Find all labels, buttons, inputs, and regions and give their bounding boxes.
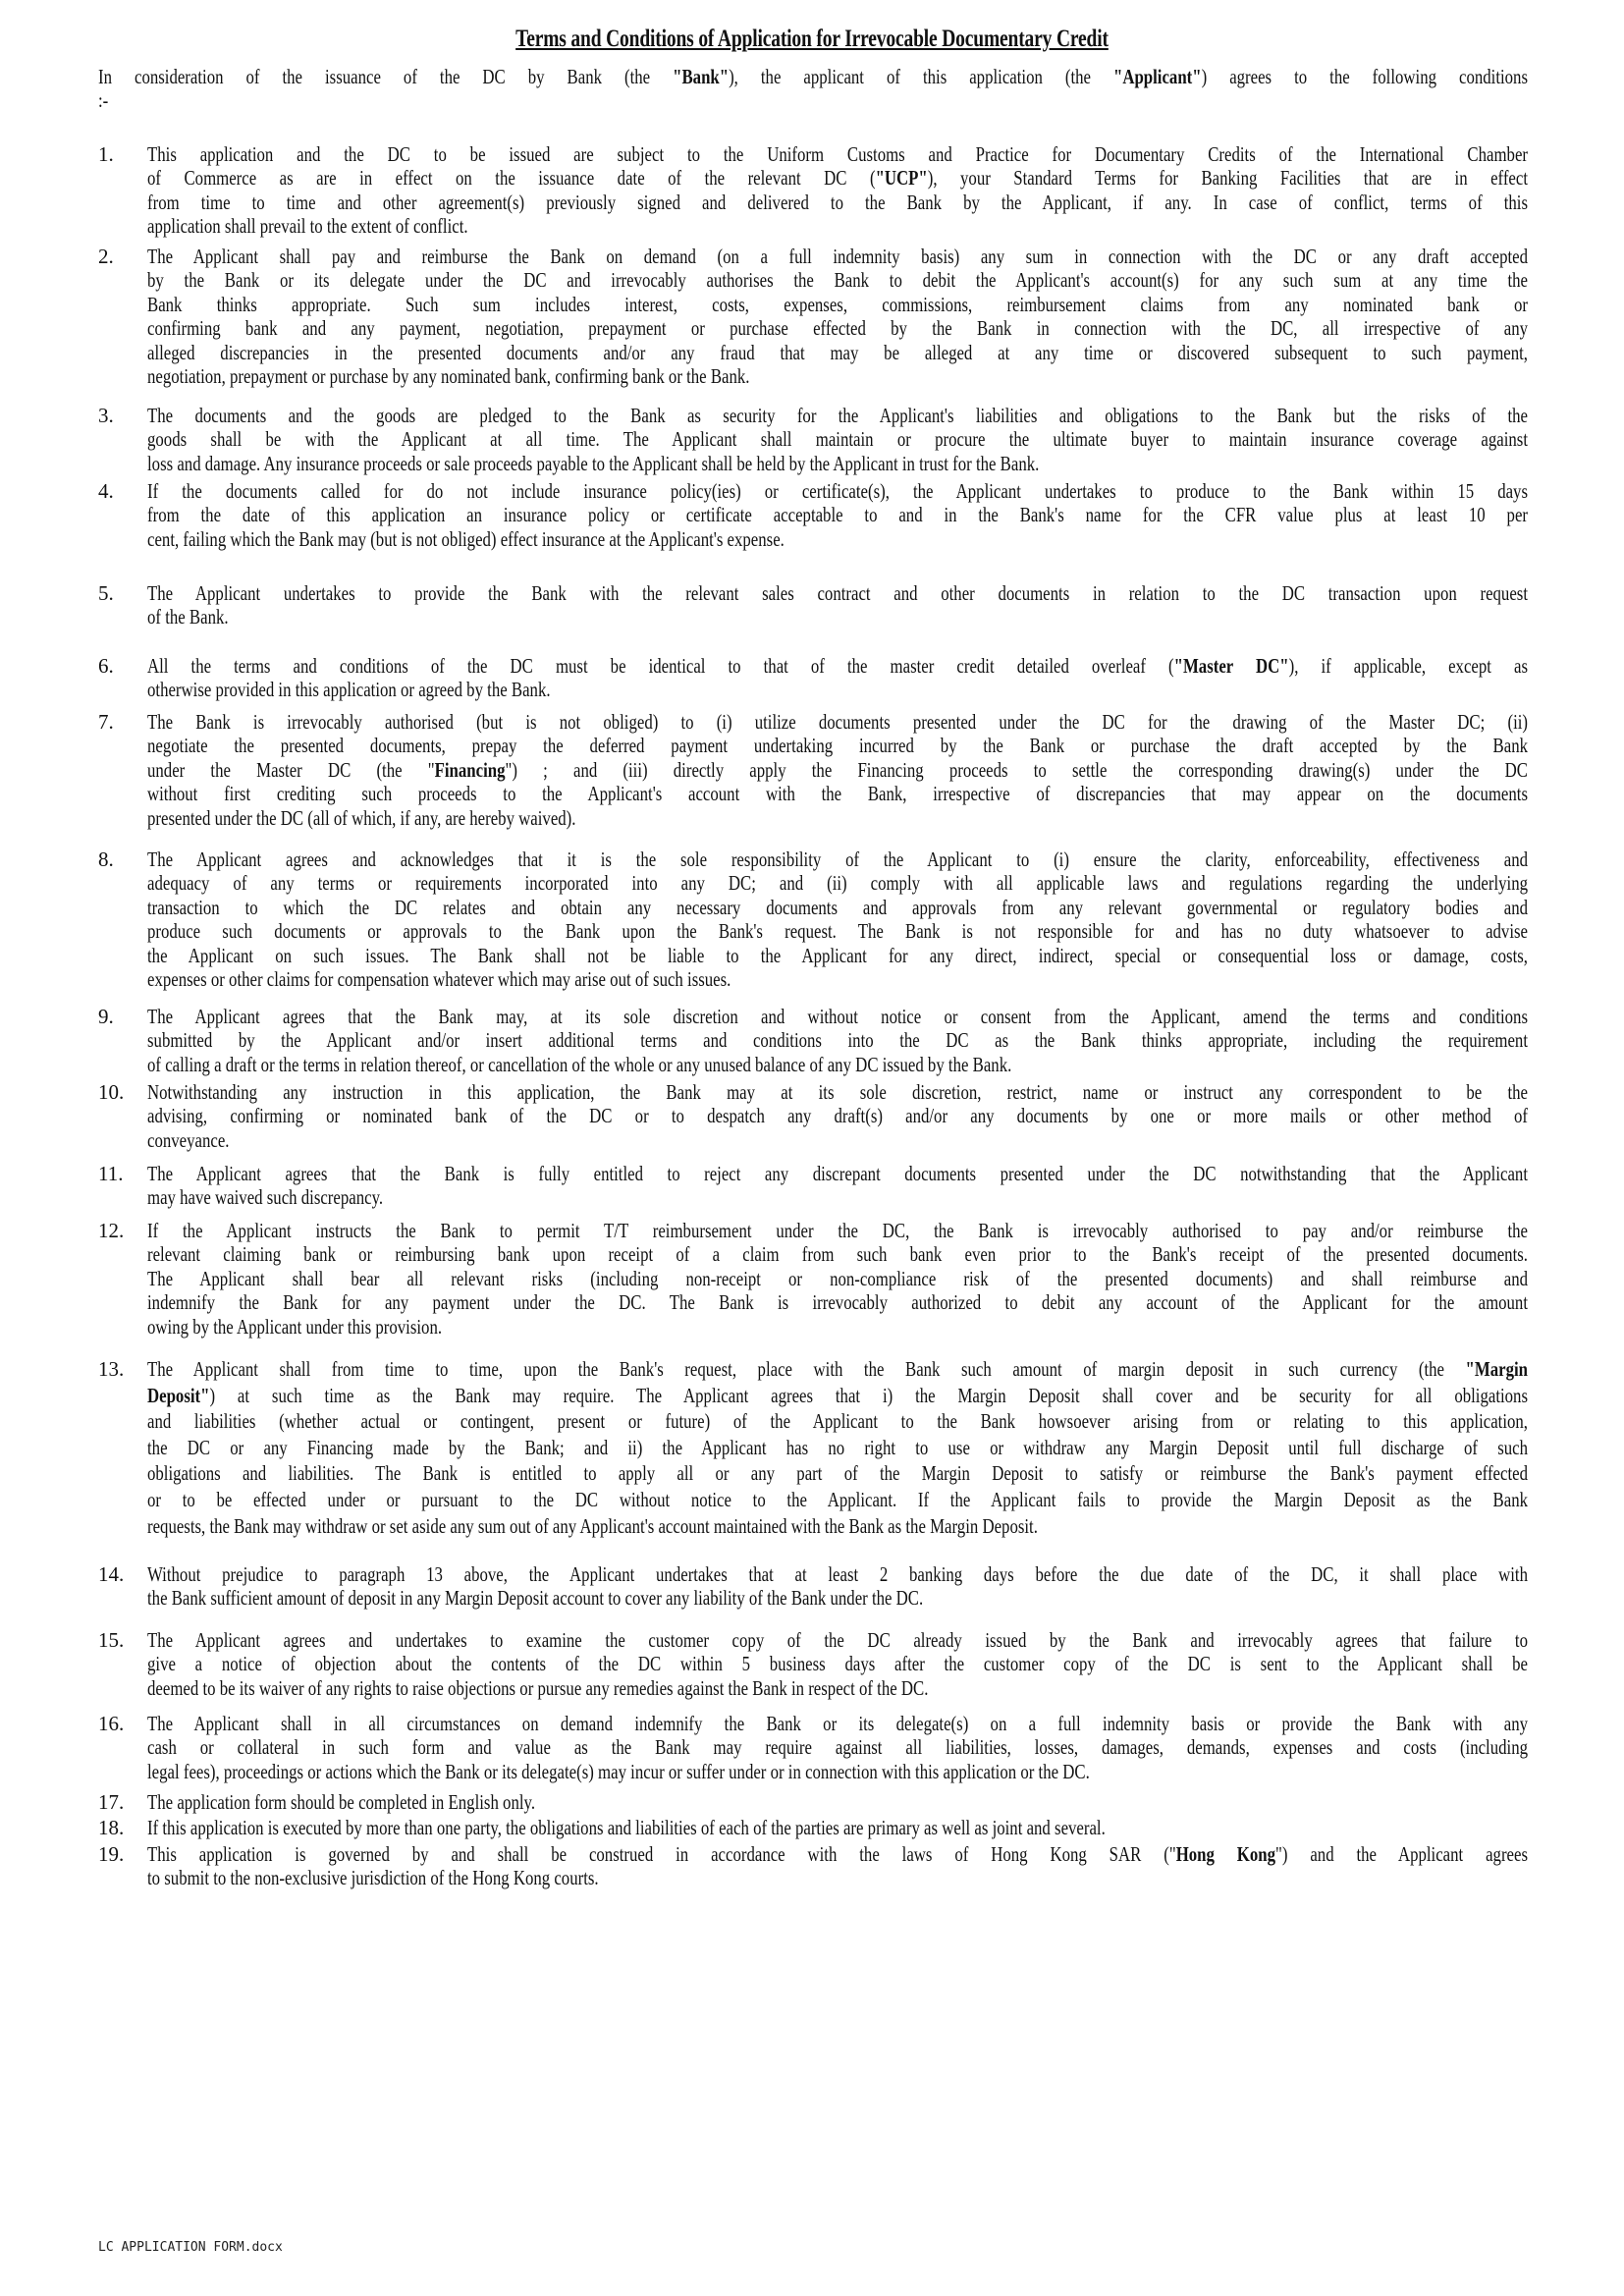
text-segment: loss and damage. Any insurance proceeds or sale proceeds payable to the Applicant shall be held by the Applicant in trust for the Bank. xyxy=(147,451,1040,475)
text-line-content xyxy=(147,527,785,551)
text-line xyxy=(147,404,1528,427)
text-line-content xyxy=(147,1487,1528,1513)
text-segment: may have waived such discrepancy. xyxy=(147,1185,384,1210)
text-line xyxy=(147,678,1528,701)
text-segment: the DC or any Financing made by the Bank; and ii) the Applicant has no right to use or withdraw any Margin Deposit until full discharge of such xyxy=(147,1435,1528,1459)
condition-number: 4. xyxy=(98,479,114,503)
text-line xyxy=(147,1267,1528,1290)
text-line-content xyxy=(147,1128,229,1152)
text-line xyxy=(147,142,1528,166)
text-line-content xyxy=(147,142,1528,166)
condition-number: 17. xyxy=(98,1790,125,1814)
condition-number: 5. xyxy=(98,581,114,605)
text-segment: If this application is executed by more than one party, the obligations and liabilities of each of the parties are primary as well as joint and several. xyxy=(147,1816,1106,1839)
text-line xyxy=(147,1080,1528,1104)
condition-number: 1. xyxy=(98,142,114,166)
text-segment: requests, the Bank may withdraw or set aside any sum out of any Applicant's account maintained with the Bank as the Margin Deposit. xyxy=(147,1513,1038,1538)
bold-term: Hong Kong xyxy=(1175,1842,1275,1866)
text-line-content xyxy=(147,293,1528,316)
text-line-content xyxy=(147,1356,1528,1383)
text-line xyxy=(147,1005,1528,1028)
text-line xyxy=(147,427,1528,451)
text-line xyxy=(147,654,1528,678)
text-line-content xyxy=(147,1053,1011,1076)
text-segment: produce such documents or approvals to the Bank upon the Bank's request. The Bank is not responsible for and has no duty whatsoever to advise xyxy=(147,919,1528,944)
condition-text xyxy=(147,1356,1528,1539)
text-segment: the Bank sufficient amount of deposit in any Margin Deposit account to cover any liability of the Bank under the DC. xyxy=(147,1586,924,1611)
text-line xyxy=(147,944,1528,967)
text-line xyxy=(147,1712,1528,1735)
text-segment: This application and the DC to be issued are subject to the Uniform Customs and Practice for Documentary Credits of the International Chamber xyxy=(147,142,1528,166)
text-segment: The Applicant shall in all circumstances on demand indemnify the Bank or its delegate(s) on a full indemnity basis or provide the Bank with any xyxy=(147,1712,1528,1735)
bold-term: "UCP" xyxy=(875,166,928,191)
text-line-content xyxy=(147,1435,1528,1461)
text-line-content xyxy=(147,806,575,830)
text-line-content xyxy=(147,1104,1528,1127)
text-segment: ") and the Applicant agrees xyxy=(1275,1842,1528,1866)
text-segment: deemed to be its waiver of any rights to raise objections or pursue any remedies against the Bank in respect of the DC. xyxy=(147,1675,929,1700)
text-line xyxy=(147,268,1528,292)
text-line xyxy=(147,1652,1528,1675)
text-line xyxy=(147,166,1528,190)
text-line xyxy=(147,1816,1528,1839)
text-segment: negotiation, prepayment or purchase by any nominated bank, confirming bank or the Bank. xyxy=(147,363,750,388)
text-segment: In consideration of the issuance of the DC by Bank (the xyxy=(98,65,674,88)
text-segment: If the Applicant instructs the Bank to permit T/T reimbursement under the DC, the Bank is irrevocably authorised to pay and/or reimburse the xyxy=(147,1219,1528,1242)
footer-filename: LC APPLICATION FORM.docx xyxy=(98,2240,283,2255)
text-line xyxy=(147,214,1528,238)
text-segment: The Applicant agrees that the Bank may, at its sole discretion and without notice or consent from the Applicant, amend the terms and conditions xyxy=(147,1005,1528,1028)
text-line-content xyxy=(147,1628,1528,1652)
text-line xyxy=(147,1676,1528,1700)
text-segment: ), if applicable, except as xyxy=(1288,654,1528,678)
text-line-content xyxy=(147,654,1528,678)
text-segment: from time to time and other agreement(s) previously signed and delivered to the Bank by the Applicant, if any. In case of conflict, terms of this xyxy=(147,190,1528,214)
text-segment: The Applicant agrees and undertakes to examine the customer copy of the DC already issued by the Bank and irrevocably agrees that failure to xyxy=(147,1628,1528,1652)
text-line-content xyxy=(147,1842,1528,1866)
text-line xyxy=(147,1790,1528,1814)
text-line xyxy=(147,503,1528,526)
text-line-content xyxy=(147,847,1528,871)
text-line-content xyxy=(147,245,1528,268)
text-line-content xyxy=(147,214,468,238)
text-segment: from the date of this application an insurance policy or certificate acceptable to and in the Bank's name for the CFR value plus at least 10 per xyxy=(147,503,1528,527)
text-line xyxy=(147,1315,1528,1339)
text-line-content xyxy=(147,944,1528,967)
condition-text xyxy=(147,1712,1528,1783)
condition-text xyxy=(147,1162,1528,1210)
text-line xyxy=(147,1760,1528,1783)
text-segment: ), your Standard Terms for Banking Facilities that are in effect xyxy=(927,166,1529,191)
text-segment: and liabilities (whether actual or contingent, present or future) of the Applicant to the Bank howsoever arising from or relating to this application, xyxy=(147,1409,1528,1434)
condition-number: 7. xyxy=(98,710,114,734)
condition-number: 8. xyxy=(98,847,114,871)
text-segment: of calling a draft or the terms in relation thereof, or cancellation of the whole or any unused balance of any DC issued by the Bank. xyxy=(147,1052,1012,1076)
text-line xyxy=(147,1562,1528,1586)
text-segment: relevant claiming bank or reimbursing bank upon receipt of a claim from such bank even prior to the Bank's receipt of the presented documents. xyxy=(147,1242,1528,1267)
text-line xyxy=(147,734,1528,757)
bold-term: Financing xyxy=(434,757,506,782)
condition-number: 11. xyxy=(98,1162,124,1185)
text-line xyxy=(147,293,1528,316)
text-line-content xyxy=(98,88,108,112)
condition-text xyxy=(147,1080,1528,1152)
text-segment: Bank thinks appropriate. Such sum includes interest, costs, expenses, commissions, reimbursement claims from any nominated bank or xyxy=(147,292,1528,316)
text-segment: :- xyxy=(98,88,109,113)
intro-body xyxy=(98,65,1528,113)
text-line xyxy=(147,316,1528,340)
text-segment: The Applicant agrees that the Bank is fully entitled to reject any discrepant documents presented under the DC notwithstanding that the Applicant xyxy=(147,1162,1528,1185)
text-line xyxy=(147,581,1528,605)
text-segment: The Applicant agrees and acknowledges that it is the sole responsibility of the Applicant to (i) ensure the clarity, enforceability, effectiveness and xyxy=(147,847,1528,871)
text-segment: owing by the Applicant under this provision. xyxy=(147,1314,443,1339)
text-line-content xyxy=(147,871,1528,895)
text-segment: cash or collateral in such form and value as the Bank may require against all liabilities, losses, damages, demands, expenses and costs (including xyxy=(147,1735,1528,1760)
text-line-content xyxy=(147,503,1528,526)
text-line-content xyxy=(147,678,551,701)
text-segment: ), the applicant of this application (the xyxy=(729,65,1113,88)
text-line-content xyxy=(98,65,1528,88)
text-line-content xyxy=(147,404,1528,427)
text-line-content xyxy=(147,341,1528,364)
text-line xyxy=(147,341,1528,364)
text-segment: transaction to which the DC relates and obtain any necessary documents and approvals from any relevant governmental or regulatory bodies and xyxy=(147,895,1528,919)
text-line-content xyxy=(147,1028,1528,1052)
text-line-content xyxy=(147,166,1528,190)
text-line xyxy=(147,896,1528,919)
text-segment: Notwithstanding any instruction in this application, the Bank may at its sole discretion, restrict, name or instruct any correspondent to be the xyxy=(147,1080,1528,1104)
text-line-content xyxy=(147,896,1528,919)
condition-text xyxy=(147,404,1528,475)
text-segment: adequacy of any terms or requirements incorporated into any DC; and (ii) comply with all applicable laws and regulations regarding the underlying xyxy=(147,871,1528,896)
text-line-content xyxy=(147,1242,1528,1266)
text-line xyxy=(147,1383,1528,1409)
condition-text xyxy=(147,847,1528,991)
condition-text xyxy=(147,1005,1528,1076)
text-line-content xyxy=(147,581,1528,605)
text-line-content xyxy=(147,1735,1528,1759)
text-line xyxy=(147,605,1528,629)
text-segment: conveyance. xyxy=(147,1127,230,1152)
text-segment: of Commerce as are in effect on the issuance date of the relevant DC ( xyxy=(147,166,876,191)
text-segment: otherwise provided in this application or agreed by the Bank. xyxy=(147,678,551,702)
condition-number: 19. xyxy=(98,1842,125,1866)
text-segment: ) agrees to the following conditions xyxy=(1201,65,1528,88)
text-line xyxy=(147,1356,1528,1383)
text-line-content xyxy=(147,1760,1090,1783)
text-segment: cent, failing which the Bank may (but is not obliged) effect insurance at the Applicant's expense. xyxy=(147,526,785,551)
text-segment: ) at such time as the Bank may require. The Applicant agrees that i) the Margin Deposit shall cover and be security for all obligations xyxy=(209,1383,1528,1407)
text-line xyxy=(147,806,1528,830)
text-line-content xyxy=(147,1586,923,1610)
text-segment: alleged discrepancies in the presented documents and/or any fraud that may be alleged at any time or discovered subsequent to such payment, xyxy=(147,340,1528,364)
text-line-content xyxy=(147,1290,1528,1314)
condition-number: 18. xyxy=(98,1816,125,1839)
condition-text xyxy=(147,1816,1528,1839)
text-line xyxy=(147,364,1528,388)
bold-term: "Bank" xyxy=(673,65,730,88)
text-line xyxy=(147,1487,1528,1513)
bold-term: Deposit" xyxy=(147,1383,210,1407)
text-line-content xyxy=(147,1315,442,1339)
text-line xyxy=(147,1513,1528,1540)
text-line xyxy=(147,245,1528,268)
text-segment: expenses or other claims for compensation whatever which may arise out of such issues. xyxy=(147,966,731,991)
text-segment: The Applicant shall from time to time, upon the Bank's request, place with the Bank such amount of margin deposit in such currency (the xyxy=(147,1357,1466,1381)
text-line-content xyxy=(147,710,1528,734)
text-segment: the Applicant on such issues. The Bank shall not be liable to the Applicant for any direct, indirect, special or consequential loss or damage, costs, xyxy=(147,943,1528,967)
text-line xyxy=(147,1290,1528,1314)
text-line-content xyxy=(147,1408,1528,1435)
condition-text xyxy=(147,710,1528,830)
bold-term: "Margin xyxy=(1465,1357,1528,1381)
condition-number: 12. xyxy=(98,1219,125,1242)
document-title-text: Terms and Conditions of Application for Irrevocable Documentary Credit xyxy=(515,26,1109,52)
text-segment: ") ; and (iii) directly apply the Financing proceeds to settle the corresponding drawing(s) under the DC xyxy=(505,757,1529,782)
condition-text xyxy=(147,1628,1528,1700)
text-line xyxy=(147,1460,1528,1487)
text-line xyxy=(147,1866,1528,1889)
text-segment: The Applicant shall pay and reimburse the Bank on demand (on a full indemnity basis) any sum in connection with the DC or any draft accepted xyxy=(147,245,1528,268)
condition-number: 14. xyxy=(98,1562,125,1586)
condition-number: 3. xyxy=(98,404,114,427)
text-line xyxy=(147,527,1528,551)
text-segment: Without prejudice to paragraph 13 above, the Applicant undertakes that at least 2 banking days before the due date of the DC, it shall place with xyxy=(147,1562,1528,1586)
text-segment: obligations and liabilities. The Bank is entitled to apply all or any part of the Margin Deposit to satisfy or reimburse the Bank's payment effected xyxy=(147,1461,1528,1486)
text-line-content xyxy=(147,758,1528,782)
condition-number: 16. xyxy=(98,1712,125,1735)
text-line xyxy=(147,1053,1528,1076)
text-line-content xyxy=(147,605,229,629)
text-line-content xyxy=(147,734,1528,757)
text-line-content xyxy=(147,1383,1528,1409)
text-line-content xyxy=(147,427,1528,451)
text-segment: If the documents called for do not include insurance policy(ies) or certificate(s), the Applicant undertakes to produce to the Bank within 15 days xyxy=(147,479,1528,503)
text-segment: of the Bank. xyxy=(147,605,229,629)
text-line-content xyxy=(147,452,1039,475)
text-line-content xyxy=(147,1005,1528,1028)
condition-text xyxy=(147,654,1528,702)
text-line-content xyxy=(147,1513,1038,1540)
text-line-content xyxy=(147,191,1528,214)
text-line-content xyxy=(147,919,1528,943)
text-segment: The application form should be completed in English only. xyxy=(147,1790,536,1814)
text-line xyxy=(147,1586,1528,1610)
text-line xyxy=(147,1408,1528,1435)
text-line-content xyxy=(147,1080,1528,1104)
text-line-content xyxy=(147,1162,1528,1185)
text-line xyxy=(147,1735,1528,1759)
text-segment: by the Bank or its delegate under the DC and irrevocably authorises the Bank to debit the Applicant's account(s) for any such sum at any time the xyxy=(147,268,1528,293)
text-line-content xyxy=(147,1790,535,1814)
text-segment: goods shall be with the Applicant at all time. The Applicant shall maintain or procure the ultimate buyer to maintain insurance coverage against xyxy=(147,427,1528,452)
text-segment: without first crediting such proceeds to the Applicant's account with the Bank, irrespective of discrepancies that may appear on the documents xyxy=(147,782,1528,806)
text-line xyxy=(147,1185,1528,1209)
text-segment: negotiate the presented documents, prepay the deferred payment undertaking incurred by the Bank or purchase the draft accepted by the Bank xyxy=(147,734,1528,758)
text-line-content xyxy=(147,1185,383,1209)
condition-number: 9. xyxy=(98,1005,114,1028)
text-line xyxy=(147,1162,1528,1185)
text-line-content xyxy=(147,782,1528,805)
text-segment: application shall prevail to the extent of conflict. xyxy=(147,214,468,239)
text-line xyxy=(147,1219,1528,1242)
text-segment: The Applicant undertakes to provide the Bank with the relevant sales contract and other documents in relation to the DC transaction upon request xyxy=(147,581,1528,605)
text-segment: advising, confirming or nominated bank of the DC or to despatch any draft(s) and/or any documents by one or more mails or other method of xyxy=(147,1104,1528,1128)
text-segment: This application is governed by and shall be construed in accordance with the laws of Hong Kong SAR (" xyxy=(147,1842,1176,1866)
text-segment: The Bank is irrevocably authorised (but is not obliged) to (i) utilize documents presented under the DC for the drawing of the Master DC; (ii) xyxy=(147,710,1528,734)
text-line xyxy=(147,1028,1528,1052)
condition-text xyxy=(147,581,1528,629)
text-line xyxy=(147,1435,1528,1461)
condition-text xyxy=(147,142,1528,239)
text-segment: to submit to the non-exclusive jurisdiction of the Hong Kong courts. xyxy=(147,1866,599,1890)
text-line xyxy=(147,871,1528,895)
bold-term: "Applicant" xyxy=(1112,65,1202,88)
text-line-content xyxy=(147,1652,1528,1675)
text-line xyxy=(147,847,1528,871)
condition-number: 13. xyxy=(98,1357,125,1381)
condition-text xyxy=(147,1562,1528,1611)
text-line-content xyxy=(147,1676,928,1700)
text-line xyxy=(147,1128,1528,1152)
text-line-content xyxy=(147,1816,1106,1839)
text-line xyxy=(147,1242,1528,1266)
text-line xyxy=(147,967,1528,991)
condition-text xyxy=(147,479,1528,551)
text-segment: confirming bank and any payment, negotiation, prepayment or purchase effected by the Bank in connection with the DC, all irrespective of any xyxy=(147,316,1528,341)
text-line-content xyxy=(147,1460,1528,1487)
condition-number: 15. xyxy=(98,1628,125,1652)
text-line-content xyxy=(147,1712,1528,1735)
text-line-content xyxy=(147,967,731,991)
text-line-content xyxy=(147,479,1528,503)
text-line xyxy=(147,452,1528,475)
text-line-content xyxy=(147,316,1528,340)
bold-term: "Master DC" xyxy=(1173,654,1289,678)
text-line xyxy=(147,782,1528,805)
text-line-content xyxy=(147,1866,599,1889)
text-line xyxy=(98,88,1528,112)
text-line-content xyxy=(147,364,750,388)
text-line xyxy=(98,65,1528,88)
text-segment: The Applicant shall bear all relevant risks (including non-receipt or non-compliance risk of the presented documents) and shall reimburse and xyxy=(147,1266,1528,1290)
condition-text xyxy=(147,245,1528,388)
text-segment: or to be effected under or pursuant to the DC without notice to the Applicant. If the Applicant fails to provide the Margin Deposit as the Bank xyxy=(147,1487,1528,1511)
text-line xyxy=(147,710,1528,734)
text-segment: under the Master DC (the " xyxy=(147,757,435,782)
text-line xyxy=(147,1628,1528,1652)
condition-text xyxy=(147,1842,1528,1890)
text-line-content xyxy=(147,1267,1528,1290)
condition-number: 6. xyxy=(98,654,114,678)
text-line xyxy=(147,191,1528,214)
text-line xyxy=(147,479,1528,503)
text-line xyxy=(147,758,1528,782)
text-segment: All the terms and conditions of the DC must be identical to that of the master credit detailed overleaf ( xyxy=(147,654,1174,678)
text-line xyxy=(147,1104,1528,1127)
text-segment: The documents and the goods are pledged to the Bank as security for the Applicant's liabilities and obligations to the Bank but the risks of the xyxy=(147,404,1528,427)
text-line-content xyxy=(147,1562,1528,1586)
condition-number: 2. xyxy=(98,245,114,268)
document-title xyxy=(0,26,1624,53)
condition-number: 10. xyxy=(98,1080,125,1104)
text-segment: submitted by the Applicant and/or insert additional terms and conditions into the DC as the Bank thinks appropriate, including the requirement xyxy=(147,1028,1528,1053)
text-segment: give a notice of objection about the contents of the DC within 5 business days after the customer copy of the DC is sent to the Applicant shall be xyxy=(147,1652,1528,1676)
text-line xyxy=(147,1842,1528,1866)
text-segment: presented under the DC (all of which, if any, are hereby waived). xyxy=(147,805,576,830)
text-segment: indemnify the Bank for any payment under the DC. The Bank is irrevocably authorized to debit any account of the Applicant for the amount xyxy=(147,1290,1528,1315)
condition-text xyxy=(147,1219,1528,1339)
condition-text xyxy=(147,1790,1528,1814)
text-line-content xyxy=(147,1219,1528,1242)
text-line-content xyxy=(147,268,1528,292)
text-line xyxy=(147,919,1528,943)
text-segment: legal fees), proceedings or actions which the Bank or its delegate(s) may incur or suffer under or in connection with this application or the DC. xyxy=(147,1759,1090,1783)
